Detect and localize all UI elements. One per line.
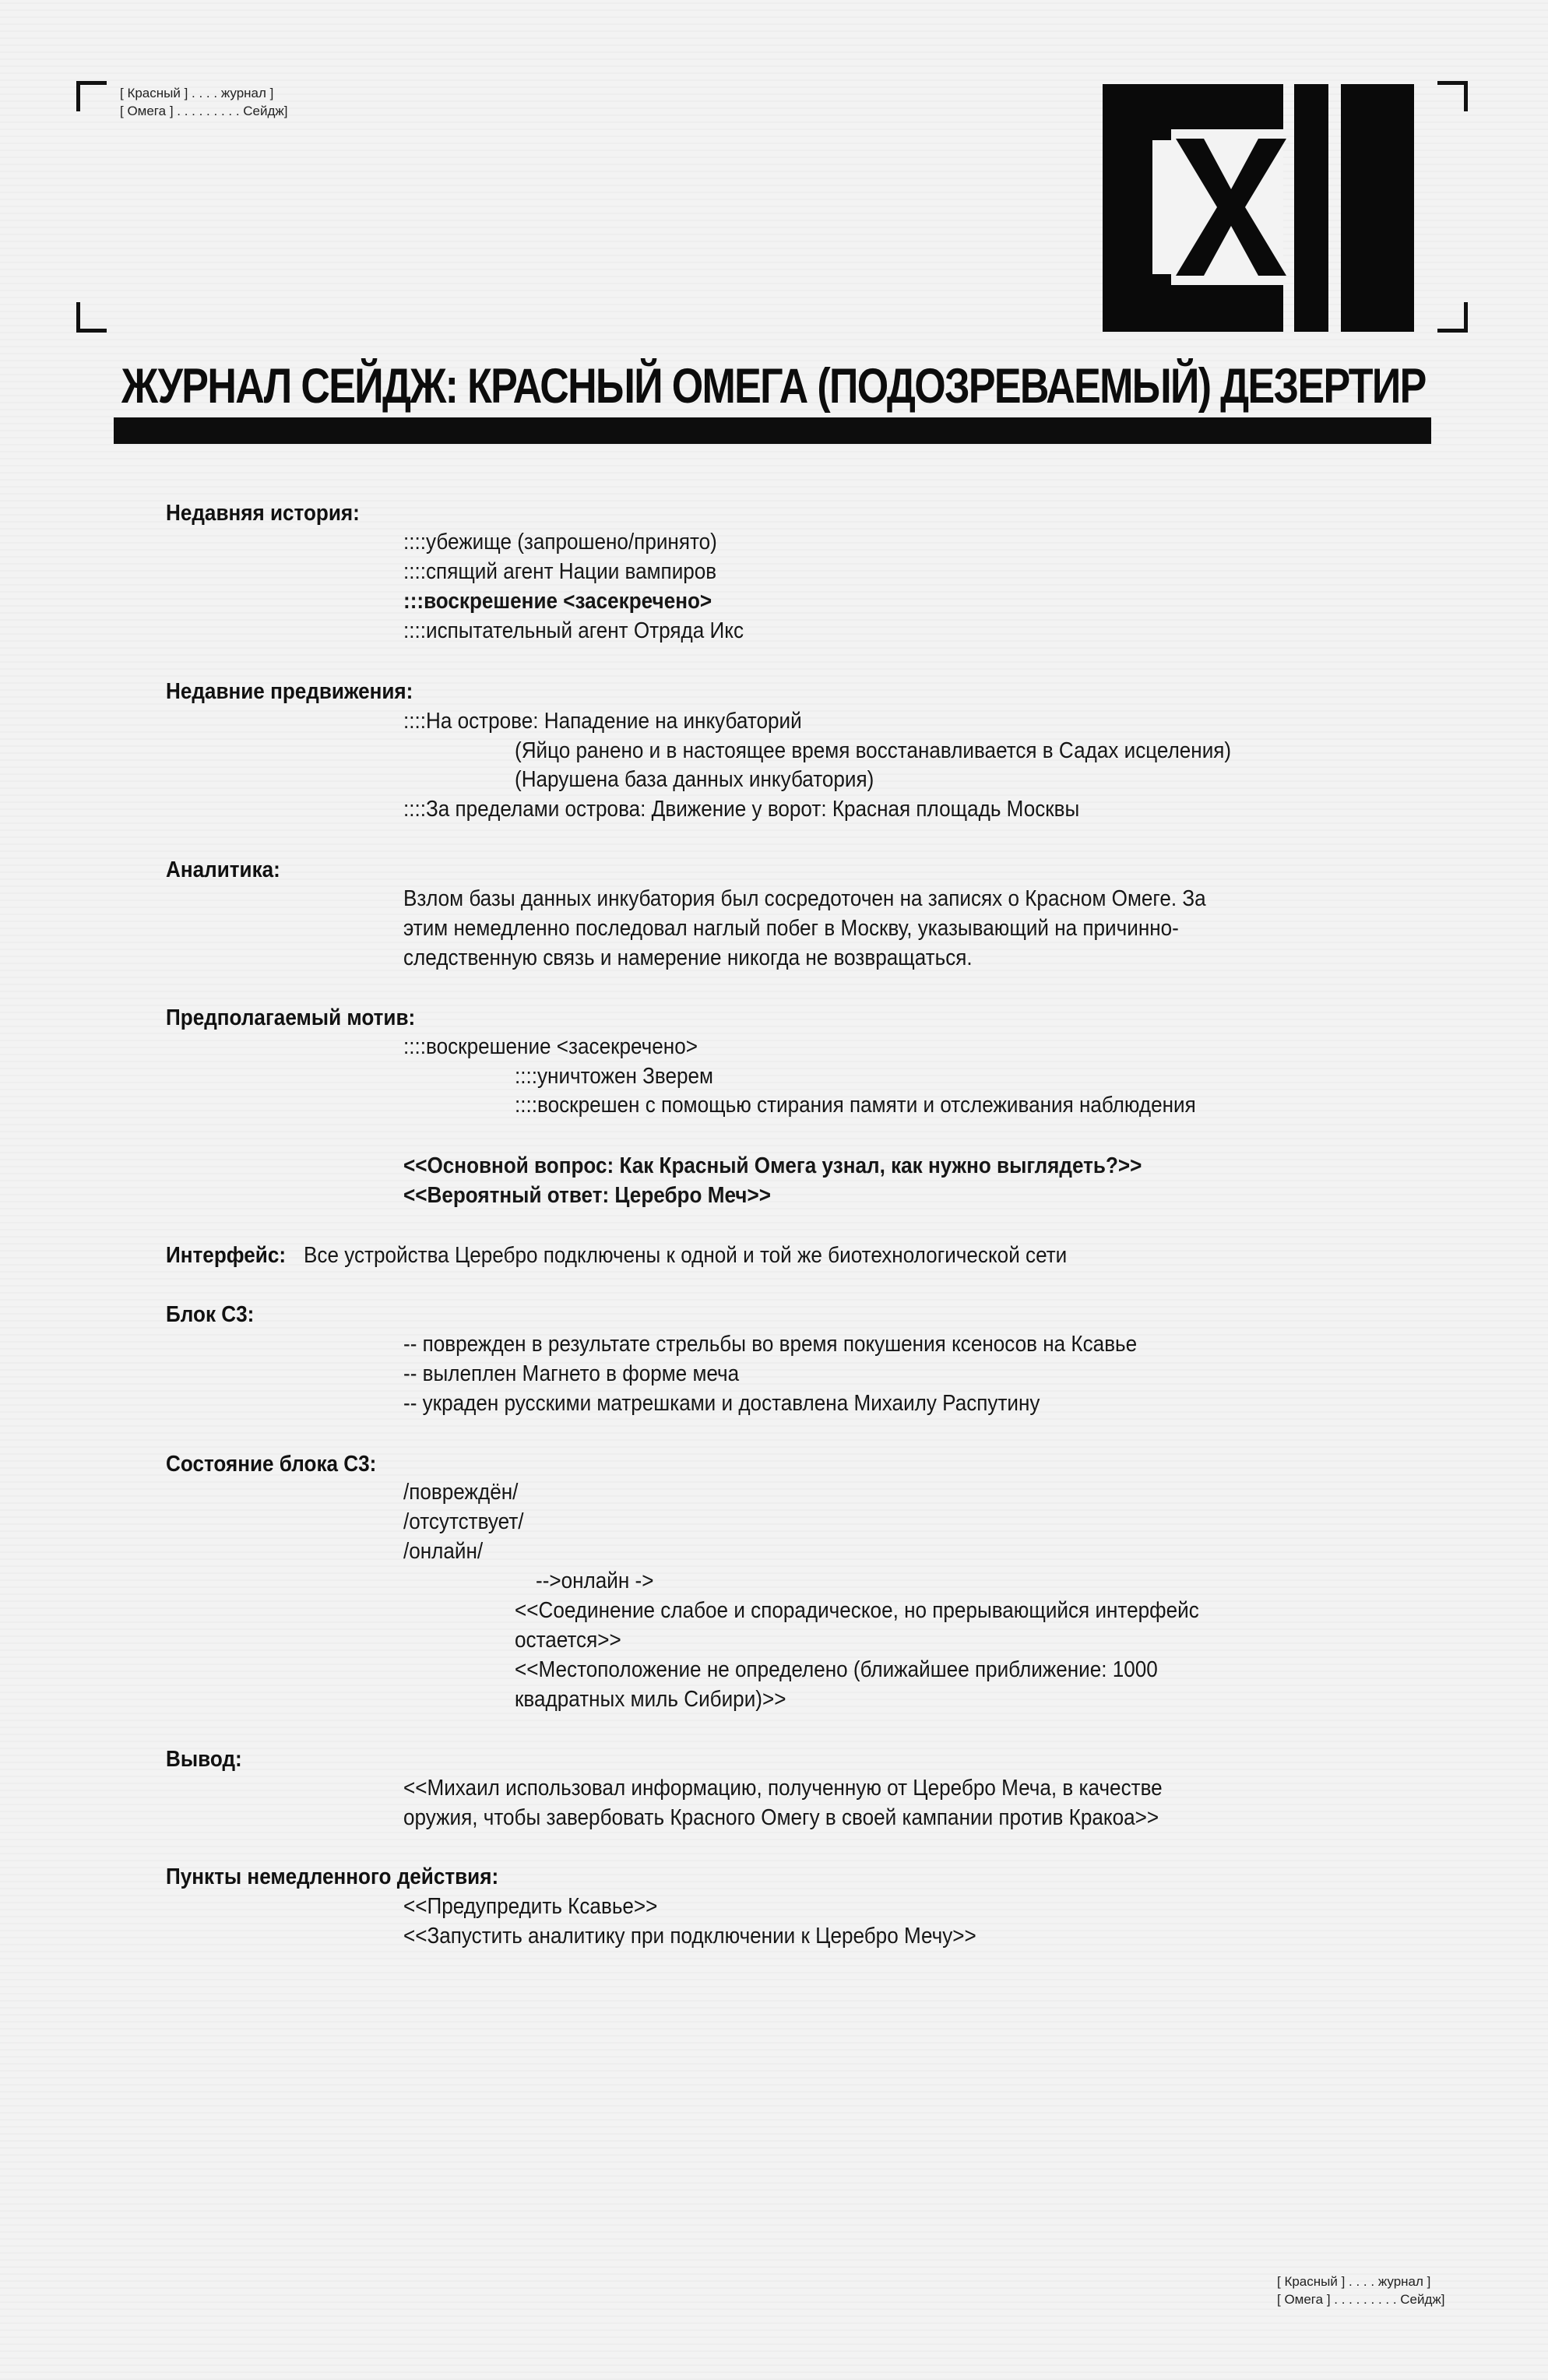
list-item: :::воскрешение <засекречено> bbox=[403, 589, 712, 614]
label-motive: Предполагаемый мотив: bbox=[166, 1005, 416, 1030]
paragraph-line: Взлом базы данных инкубатория был сосредоточен на записях о Красном Омеге. За bbox=[403, 886, 1206, 911]
list-item: ::::убежище (запрошено/принято) bbox=[403, 530, 717, 555]
list-item: ::::воскрешен с помощью стирания памяти и отслеживания наблюдения bbox=[515, 1093, 1196, 1118]
status-item: /отсутствует/ bbox=[403, 1509, 524, 1534]
list-item: ::::воскрешение <засекречено> bbox=[403, 1034, 698, 1059]
list-item: -- украден русскими матрешками и доставлена Михаилу Распутину bbox=[403, 1391, 1040, 1416]
status-item: <<Местоположение не определено (ближайшее приближение: 1000 bbox=[515, 1657, 1158, 1682]
likely-answer: <<Вероятный ответ: Церебро Меч>> bbox=[403, 1183, 771, 1208]
key-question: <<Основной вопрос: Как Красный Омега узнал, как нужно выглядеть?>> bbox=[403, 1153, 1142, 1178]
action-item: <<Предупредить Ксавье>> bbox=[403, 1894, 658, 1919]
paragraph-line: <<Михаил использовал информацию, полученную от Церебро Меча, в качестве bbox=[403, 1776, 1163, 1801]
list-item: -- поврежден в результате стрельбы во время покушения ксеносов на Ксавье bbox=[403, 1332, 1138, 1357]
list-item: (Яйцо ранено и в настоящее время восстанавливается в Садах исцеления) bbox=[515, 738, 1232, 763]
status-item: остается>> bbox=[515, 1628, 621, 1653]
paragraph-line: следственную связь и намерение никогда не возвращаться. bbox=[403, 945, 973, 970]
list-item: ::::уничтожен Зверем bbox=[515, 1064, 714, 1089]
header-tag-line-1: [ Красный ] . . . . журнал ] bbox=[120, 86, 274, 100]
paragraph-line: этим немедленно последовал наглый побег в Москву, указывающий на причинно- bbox=[403, 916, 1179, 941]
status-item: -->онлайн -> bbox=[536, 1568, 654, 1593]
page-title: ЖУРНАЛ СЕЙДЖ: КРАСНЫЙ ОМЕГА (ПОДОЗРЕВАЕМЫЙ) ДЕЗЕРТИР bbox=[121, 359, 1426, 414]
label-block-c3: Блок C3: bbox=[166, 1302, 255, 1327]
frame-corner-top-right bbox=[1437, 81, 1468, 111]
label-recent-history: Недавняя история: bbox=[166, 501, 360, 526]
status-item: квадратных миль Сибири)>> bbox=[515, 1687, 786, 1712]
list-item: ::::спящий агент Нации вампиров bbox=[403, 559, 717, 584]
status-item: /повреждён/ bbox=[403, 1480, 519, 1505]
interface-text: Все устройства Церебро подключены к одной и той же биотехнологической сети bbox=[304, 1243, 1068, 1268]
list-item: (Нарушена база данных инкубатория) bbox=[515, 767, 874, 792]
label-interface: Интерфейс: bbox=[166, 1243, 287, 1268]
frame-corner-top-left bbox=[76, 81, 107, 111]
title-underline-bar bbox=[114, 417, 1431, 444]
label-actions: Пункты немедленного действия: bbox=[166, 1864, 499, 1889]
x-bracket-logo-icon bbox=[1103, 84, 1414, 332]
list-item: ::::испытательный агент Отряда Икс bbox=[403, 618, 744, 643]
frame-corner-bottom-left bbox=[76, 302, 107, 333]
label-conclusion: Вывод: bbox=[166, 1747, 242, 1772]
action-item: <<Запустить аналитику при подключении к Церебро Мечу>> bbox=[403, 1924, 976, 1949]
label-block-c3-state: Состояние блока C3: bbox=[166, 1452, 377, 1477]
status-item: <<Соединение слабое и спорадическое, но прерывающийся интерфейс bbox=[515, 1598, 1199, 1623]
status-item: /онлайн/ bbox=[403, 1539, 484, 1564]
footer-tag-line-2: [ Омега ] . . . . . . . . . Сейдж] bbox=[1277, 2292, 1445, 2307]
list-item: -- вылеплен Магнето в форме меча bbox=[403, 1361, 740, 1386]
paragraph-line: оружия, чтобы завербовать Красного Омегу в своей кампании против Кракоа>> bbox=[403, 1805, 1159, 1830]
label-analytics: Аналитика: bbox=[166, 857, 280, 882]
label-recent-movements: Недавние предвижения: bbox=[166, 679, 413, 704]
footer-tag-line-1: [ Красный ] . . . . журнал ] bbox=[1277, 2274, 1431, 2289]
list-item: ::::На острове: Нападение на инкубаторий bbox=[403, 709, 802, 734]
header-tag-line-2: [ Омега ] . . . . . . . . . Сейдж] bbox=[120, 104, 288, 118]
list-item: ::::За пределами острова: Движение у ворот: Красная площадь Москвы bbox=[403, 797, 1080, 822]
frame-corner-bottom-right bbox=[1437, 302, 1468, 333]
